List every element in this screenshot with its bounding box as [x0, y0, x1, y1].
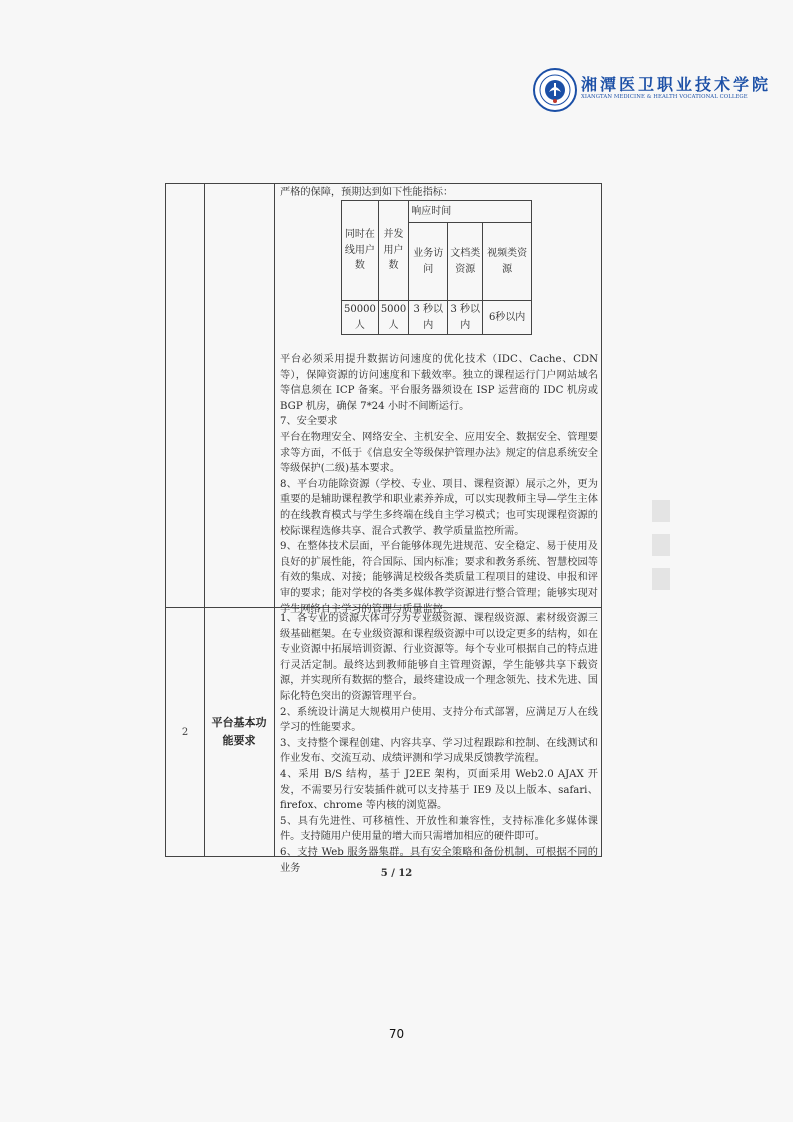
paragraph: 3、支持整个课程创建、内容共享、学习过程跟踪和控制、在线测试和作业发布、交流互动、成绩评测和学习成果反馈教学流程。: [280, 737, 598, 765]
paragraph: 2、系统设计满足大规模用户使用、支持分布式部署，应满足万人在线学习的性能要求。: [280, 706, 598, 734]
school-seal-icon: [533, 68, 577, 112]
school-logo: [533, 66, 772, 122]
perf-intro-text: 严格的保障，预期达到如下性能指标：: [280, 187, 454, 198]
scan-artifact: [652, 500, 676, 630]
perf-intro: [274, 185, 603, 201]
header-concurrent-users: 并发用户数: [378, 201, 408, 301]
header-business-access: 业务访问: [409, 223, 448, 301]
school-name-en: XIANGTAN MEDICINE & HEALTH VOCATIONAL COLLEGE: [581, 94, 748, 100]
scan-smudge: [652, 534, 670, 556]
school-name: 湘潭医卫职业技术学院: [581, 75, 772, 94]
row2-content: [274, 611, 603, 876]
value-document-resources: 3 秒以内: [448, 301, 483, 335]
row-title: [204, 714, 274, 750]
paragraph: 1、各专业的资源大体可分为专业级资源、课程级资源、素材级资源三级基础框架。在专业级资源和课程级资源中可以设定更多的结构，如在专业资源中拓展培训资源、行业资源等。每个专业可根据自己的特点进行灵活定制。最终达到教师能够自主管理资源，学生能够共享下载资源，并实现所有数据的整合，最终建设成一个理念领先、技术先进、国际化特色突出的资源管理平台。: [280, 613, 598, 702]
paragraph: 6、支持 Web 服务器集群。具有安全策略和备份机制，可根据不同的业务: [280, 846, 598, 874]
value-online-users: 50000人: [342, 301, 379, 335]
value-concurrent-users: 5000人: [378, 301, 408, 335]
page-number: 70: [388, 1027, 405, 1041]
inner-page-mark: 5 / 12: [380, 868, 413, 879]
value-video-resources: 6秒以内: [483, 301, 532, 335]
header-response-time: 响应时间: [409, 201, 532, 223]
header-document-resources: 文档类资源: [448, 223, 483, 301]
paragraph: 5、具有先进性、可移植性、开放性和兼容性，支持标准化多媒体课件。支持随用户使用量的增大而只需增加相应的硬件即可。: [280, 815, 598, 843]
value-business-access: 3 秒以内: [409, 301, 448, 335]
performance-table: [341, 200, 532, 335]
paragraph: 8、平台功能除资源（学校、专业、项目、课程资源）展示之外，更为重要的是辅助课程教学和职业素养养成，可以实现教师主导—学生主体的在线教育模式与学生多终端在线自主学习模式；也可实现课程资源的校际课程选修共享、混合式教学、教学质量监控所需。: [280, 478, 598, 537]
row-title-line: 平台基本功: [211, 716, 267, 729]
paragraph: 9、在整体技术层面，平台能够体现先进规范、安全稳定、易于使用及良好的扩展性能，符合国际、国内标准；要求和教务系统、智慧校园等有效的集成、对接；能够满足校级各类质量工程项目的建设、申报和评审的要求；能对学校的各类多媒体教学资源进行整合管理；能够实现对学生网络自主学习的管理与质量监控。: [280, 541, 598, 615]
paragraph: 7、安全要求: [280, 416, 338, 428]
row1-content: [274, 352, 603, 617]
paragraph: 4、采用 B/S 结构，基于 J2EE 架构，页面采用 Web2.0 AJAX 开发，不需要另行安装插件就可以支持基于 IE9 及以上版本、safari、firefox、chrome 等内核的浏览器。: [280, 768, 598, 812]
header-video-resources: 视频类资源: [483, 223, 532, 301]
header-online-users: 同时在线用户数: [342, 201, 379, 301]
column-divider: [204, 184, 205, 856]
row-number: 2: [181, 727, 189, 738]
paragraph: 平台在物理安全、网络安全、主机安全、应用安全、数据安全、管理要求等方面，不低于《信息安全等级保护管理办法》规定的信息系统安全等级保护(二级)基本要求。: [280, 431, 598, 475]
row-title-line: 能要求: [222, 734, 256, 747]
scan-smudge: [652, 500, 670, 522]
scan-smudge: [652, 568, 670, 590]
paragraph: 平台必须采用提升数据访问速度的优化技术（IDC、Cache、CDN 等），保障资源的访问速度和下载效率。独立的课程运行门户网站域名等信息须在 ICP 备案。平台服务器须设在 ISP 运营商的 IDC 机房或 BGP 机房，确保 7*24 小时不间断运行。: [280, 354, 598, 412]
